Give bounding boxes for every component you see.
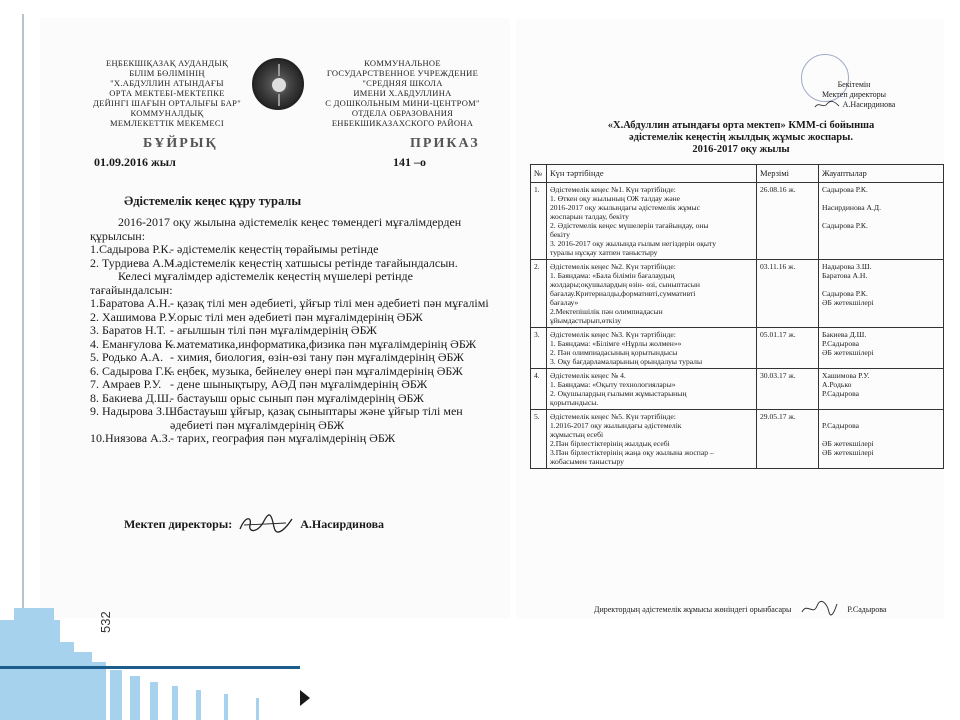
member-row <box>90 405 500 419</box>
plan-table <box>530 164 944 469</box>
person-name: 1.Садырова Р.К. <box>90 242 172 256</box>
person-role: - орыс тілі мен әдебиеті пән мұғалімдерінің ӘБЖ <box>170 309 423 324</box>
agenda-line: 2.Пән бірлестіктерінің жылдық есебі <box>550 439 670 448</box>
spacer <box>822 430 940 439</box>
responsible-cell <box>819 369 944 410</box>
header-line: ОРТА МЕКТЕБІ-МЕКТЕПКЕ <box>109 88 225 98</box>
agenda-cell <box>547 183 757 260</box>
agenda-cell <box>547 410 757 469</box>
term-cell: 03.11.16 ж. <box>757 260 819 328</box>
table-row <box>531 410 944 469</box>
header-line: ОТДЕЛА ОБРАЗОВАНИЯ <box>351 108 454 118</box>
responsible-cell <box>819 260 944 328</box>
spacer <box>822 412 940 421</box>
person-name: 1.Баратова А.Н. <box>90 296 171 310</box>
term-cell: 29.05.17 ж. <box>757 410 819 469</box>
decor-block <box>70 652 92 720</box>
order-header-russian <box>305 58 500 128</box>
responsible-name: ӘБ жетекшілері <box>822 439 874 448</box>
person-role: - еңбек, музыка, бейнелеу өнері пән мұғалімдерінің ӘБЖ <box>170 363 463 378</box>
agenda-line: 2. Әдістемелік кеңес мүшелерін тағайындау, оны <box>550 221 709 230</box>
members-intro: Келесі мұғалімдер әдістемелік кеңестің мүшелері ретінде <box>118 269 413 283</box>
row-number: 2. <box>531 260 547 328</box>
responsible-name: Бакиева Д.Ш. <box>822 330 867 339</box>
table-row <box>531 183 944 260</box>
plan-title-line: 2016-2017 оқу жылы <box>692 144 790 155</box>
slide-arrow-icon <box>300 690 310 706</box>
page-number: 532 <box>98 611 113 633</box>
table-row <box>531 328 944 369</box>
agenda-line: 3. Оқу бағдарламаларының орындалуы туралы <box>550 357 703 366</box>
order-document <box>40 18 510 633</box>
responsible-name: Надырова З.Ш. <box>822 262 872 271</box>
person-name: 2. Хашимова Р.У. <box>90 309 177 324</box>
plan-table-header <box>531 165 944 183</box>
person-name: 2. Турдиева А.М. <box>90 255 178 270</box>
agenda-line: 2.Мектепішілік пән олимпиадасын <box>550 307 663 316</box>
responsible-name: Р.Садырова <box>822 389 860 398</box>
plan-title <box>576 120 906 156</box>
person-role: - қазақ тілі мен әдебиеті, ұйғыр тілі мен әдебиеті пән мұғалімі <box>170 296 489 310</box>
members-intro-cont: тағайындалсын: <box>90 282 173 297</box>
leader-row <box>90 257 500 271</box>
row-number: 1. <box>531 183 547 260</box>
agenda-line: 1. Баяндама: «Бала білімін бағалаудың <box>550 271 675 280</box>
person-role: - бастауыш ұйғыр, қазақ сыныптары және ұйғыр тілі мен <box>170 404 463 418</box>
responsible-name: Р.Садырова <box>822 339 860 348</box>
row-number: 5. <box>531 410 547 469</box>
agenda-line: 2016-2017 оқу жылындағы әдістемелік жұмыс <box>550 203 701 212</box>
agenda-cell <box>547 260 757 328</box>
person-role: - бастауыш орыс сынып пән мұғалімдерінің ӘБЖ <box>170 390 424 405</box>
agenda-line: Әдістемелік кеңес №5. Күн тәртібінде: <box>550 412 676 421</box>
deputy-name: Р.Садырова <box>847 604 887 614</box>
member-row <box>90 365 500 379</box>
agenda-line: 2. Пән олимпиадасының қорытындысы <box>550 348 678 357</box>
agenda-line: 1. Баяндама: «Оқыту технологиялары» <box>550 380 676 389</box>
person-name <box>90 419 170 433</box>
agenda-line: жоспарын талдау, бекіту <box>550 212 629 221</box>
responsible-name: Садырова Р.К. <box>822 289 868 298</box>
plan-title-line: «Х.Абдуллин атындағы орта мектеп» КММ-сі бойынша <box>607 120 875 131</box>
agenda-line: 2. Оқушылардың ғылыми жұмыстарының <box>550 389 687 398</box>
responsible-name: Садырова Р.К. <box>822 185 868 194</box>
plan-table-body <box>531 183 944 469</box>
header-line: "Х.АБДУЛЛИН АТЫНДАҒЫ <box>110 78 224 88</box>
member-row <box>90 297 500 311</box>
agenda-line: бағалау.Критериалды,формативті,суммативті <box>550 289 696 298</box>
agenda-line: Әдістемелік кеңес №2. Күн тәртібінде: <box>550 262 676 271</box>
person-name: 3. Баратов Н.Т. <box>90 323 166 337</box>
agenda-line: 1.2016-2017 оқу жылындағы әдістемелік <box>550 421 682 430</box>
spacer <box>822 194 940 203</box>
person-role: - дене шынықтыру, АӘД пән мұғалімдерінің ӘБЖ <box>170 377 428 391</box>
responsible-name: ӘБ жетекшілері <box>822 348 874 357</box>
person-name: 4. Еманғулова К.. <box>90 336 179 351</box>
decor-block <box>110 670 122 720</box>
responsible-cell <box>819 410 944 469</box>
plan-document <box>516 18 944 618</box>
signature-name: А.Насирдинова <box>300 516 385 531</box>
table-row <box>531 369 944 410</box>
order-header-kazakh <box>82 58 252 128</box>
responsible-name: А.Родько <box>822 380 852 389</box>
order-signature-row <box>124 513 384 535</box>
member-row <box>90 392 500 406</box>
plan-title-line: әдістемелік кеңестің жылдық жұмыс жоспары. <box>629 132 853 143</box>
responsible-cell <box>819 328 944 369</box>
approval-line <box>794 100 914 110</box>
decor-block <box>172 686 178 720</box>
agenda-line: ұйымдастырып,өткізу <box>550 316 622 325</box>
order-title: Әдістемелік кеңес құру туралы <box>124 194 302 208</box>
slide-left-rule <box>22 14 24 616</box>
decor-block <box>130 676 140 720</box>
decor-block <box>90 662 106 720</box>
member-row <box>90 378 500 392</box>
member-row <box>90 432 500 446</box>
members-list <box>90 297 500 446</box>
order-label-russian: ПРИКАЗ <box>410 136 480 151</box>
spacer <box>822 212 940 221</box>
row-number: 3. <box>531 328 547 369</box>
column-header: Күн тәртібінде <box>547 165 757 183</box>
agenda-line: Әдістемелік кеңес №1. Күн тәртібінде: <box>550 185 676 194</box>
decor-block <box>196 690 201 720</box>
member-row <box>90 338 500 352</box>
member-row <box>90 419 500 433</box>
leaders-list <box>90 243 500 270</box>
slide-decoration <box>0 590 960 720</box>
column-header: № <box>531 165 547 183</box>
person-name: 10.Ниязова А.З. <box>90 431 171 445</box>
approval-signature-icon <box>813 100 841 110</box>
agenda-line: туралы нұсқау хатпен таныстыру <box>550 248 658 257</box>
member-row <box>90 324 500 338</box>
term-cell: 26.08.16 ж. <box>757 183 819 260</box>
agenda-cell <box>547 369 757 410</box>
column-header: Мерзімі <box>757 165 819 183</box>
person-name: 9. Надырова З.Ш. <box>90 404 181 418</box>
term-cell: 05.01.17 ж. <box>757 328 819 369</box>
signature-label: Мектеп директоры: <box>124 516 233 531</box>
decor-block <box>224 694 228 720</box>
header-line: "СРЕДНЯЯ ШКОЛА <box>362 78 443 88</box>
leader-row <box>90 243 500 257</box>
header-line: ГОСУДАРСТВЕННОЕ УЧРЕЖДЕНИЕ <box>326 68 479 78</box>
responsible-name: Баратова А.Н. <box>822 271 868 280</box>
order-date: 01.09.2016 жыл <box>94 155 176 169</box>
agenda-line: жобасымен таныстыру <box>550 457 624 466</box>
agenda-line: 3. 2016-2017 оқу жылында ғылым негіздерін оқыту <box>550 239 717 248</box>
agenda-line: жолдары;оқушылардың өзін- өзі, сыныптасын <box>550 280 700 289</box>
agenda-cell <box>547 328 757 369</box>
responsible-name: Садырова Р.К. <box>822 221 868 230</box>
state-emblem-icon <box>252 58 304 110</box>
responsible-name: Насирдинова А.Д. <box>822 203 881 212</box>
row-number: 4. <box>531 369 547 410</box>
header-line: КОММУНАЛЬНОЕ <box>364 58 441 68</box>
header-line: ДЕЙІНГІ ШАҒЫН ОРТАЛЫҒЫ БАР" <box>93 98 241 108</box>
person-role: әдебиеті пән мұғалімдерінің ӘБЖ <box>170 417 345 432</box>
header-line: ЕНБЕКШИКАЗАХСКОГО РАЙОНА <box>331 118 474 128</box>
approval-line: Мектеп директоры <box>821 90 887 99</box>
header-line: КОММУНАЛДЫҚ <box>130 108 204 118</box>
term-cell: 30.03.17 ж. <box>757 369 819 410</box>
approval-block <box>794 80 914 110</box>
approval-line: Бекітемін <box>837 80 871 89</box>
member-row <box>90 351 500 365</box>
column-header: Жауаптылар <box>819 165 944 183</box>
header-line: С ДОШКОЛЬНЫМ МИНИ-ЦЕНТРОМ" <box>325 98 480 108</box>
person-role: - тарих, география пән мұғалімдерінің ӘБЖ <box>170 431 396 445</box>
header-line: БІЛІМ БӨЛІМІНІҢ <box>129 68 205 78</box>
decor-block <box>150 682 158 720</box>
header-line: ИМЕНИ Х.АБДУЛЛИНА <box>353 88 452 98</box>
order-body <box>90 216 500 446</box>
member-row <box>90 311 500 325</box>
person-name: 7. Амраев Р.У. <box>90 377 162 391</box>
order-label-kazakh: БҰЙРЫҚ <box>143 136 218 151</box>
deputy-label: Директордың әдістемелік жұмысы жөніндегі орынбасары <box>594 604 792 614</box>
handwritten-signature <box>236 513 296 535</box>
agenda-line: 1. Өткен оқу жылының ОЖ талдау және <box>550 194 681 203</box>
person-name: 8. Бакиева Д.Ш. <box>90 390 172 405</box>
person-role: - әдістемелік кеңестің төрайымы ретінде <box>170 242 379 256</box>
agenda-line: 1. Баяндама: «Білімге «Нұрлы жолмен»» <box>550 339 682 348</box>
responsible-name: ӘБ жетекшілері <box>822 448 874 457</box>
order-intro: 2016-2017 оқу жылына әдістемелік кеңес төмендегі мұғалімдерден <box>118 215 462 229</box>
order-intro-cont: құрылсын: <box>90 228 146 243</box>
decor-block <box>256 698 259 720</box>
agenda-line: қорытындысы. <box>550 398 599 407</box>
person-name: 5. Родько А.А. <box>90 350 164 364</box>
order-number: 141 –о <box>393 155 426 169</box>
person-role: - химия, биология, өзін-өзі тану пән мұғалімдерінің ӘБЖ <box>170 350 464 364</box>
responsible-name: Р.Садырова <box>822 421 860 430</box>
responsible-cell <box>819 183 944 260</box>
responsible-name: ӘБ жетекшілері <box>822 298 874 307</box>
decor-band <box>0 666 300 669</box>
agenda-line: 3.Пән бірлестіктерінің жаңа оқу жылына жоспар – <box>550 448 714 457</box>
agenda-line: бағалау» <box>550 298 579 307</box>
agenda-line: Әдістемелік кеңес №3. Күн тәртібінде: <box>550 330 676 339</box>
agenda-line: Әдістемелік кеңес № 4. <box>550 371 626 380</box>
person-role: - ағылшын тілі пән мұғалімдерінің ӘБЖ <box>170 323 377 337</box>
spacer <box>822 280 940 289</box>
person-role: - математика,информатика,физика пән мұғалімдерінің ӘБЖ <box>170 336 477 351</box>
person-role: - әдістемелік кеңестің хатшысы ретінде тағайындалсын. <box>170 255 458 270</box>
agenda-line: жұмыстың есебі <box>550 430 604 439</box>
header-line: ЕҢБЕКШІҚАЗАҚ АУДАНДЫҚ <box>105 58 229 68</box>
approval-name: А.Насирдинова <box>842 100 896 109</box>
header-line: МЕМЛЕКЕТТІК МЕКЕМЕСІ <box>110 118 224 128</box>
agenda-line: бекіту <box>550 230 570 239</box>
responsible-name: Хашимова Р.У. <box>822 371 870 380</box>
person-name: 6. Садырова Г.К. <box>90 363 175 378</box>
table-row <box>531 260 944 328</box>
